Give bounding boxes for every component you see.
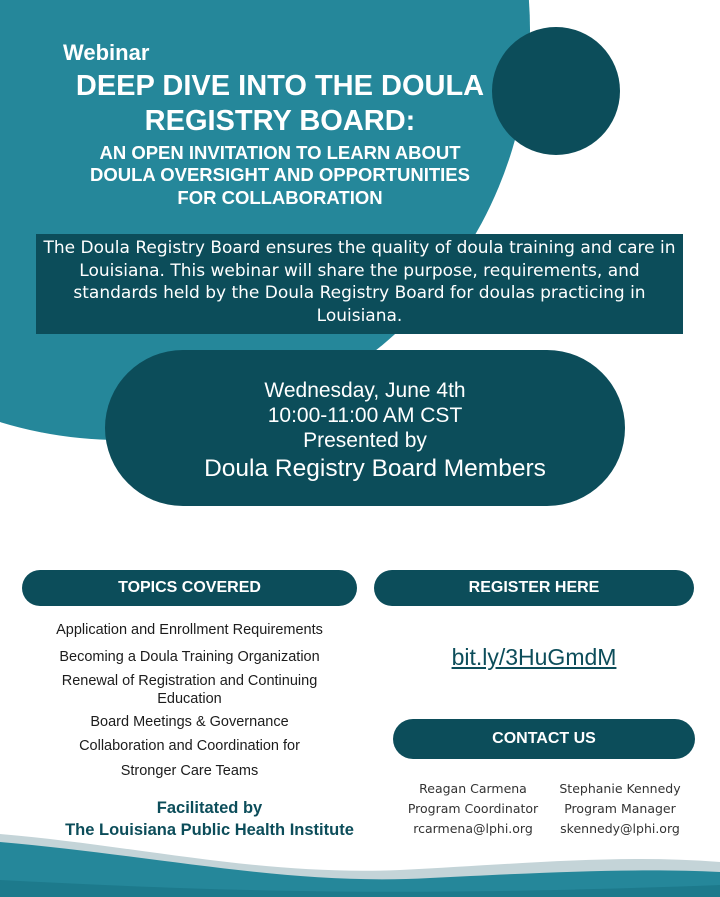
event-presented-by: Presented by (303, 429, 427, 452)
contact-role: Program Coordinator (407, 801, 539, 816)
subtitle-line-2: DOULA OVERSIGHT AND OPPORTUNITIES (90, 164, 470, 185)
facilitator-organization: The Louisiana Public Health Institute (65, 821, 354, 839)
contact-heading: CONTACT US (393, 719, 695, 759)
title-line-2: REGISTRY BOARD: (144, 105, 416, 137)
topic-item: Collaboration and Coordination for (79, 738, 300, 754)
contact-email[interactable]: skennedy@lphi.org (560, 821, 680, 836)
event-time: 10:00-11:00 AM CST (267, 404, 463, 427)
webinar-label: Webinar (63, 40, 150, 65)
register-link[interactable]: bit.ly/3HuGmdM (451, 644, 617, 670)
topic-item: Stronger Care Teams (120, 763, 259, 779)
topics-heading: TOPICS COVERED (22, 570, 357, 606)
register-heading: REGISTER HERE (374, 570, 694, 606)
topic-item: Becoming a Doula Training Organization (59, 649, 320, 665)
topic-item: Education (157, 691, 222, 707)
event-presenters: Doula Registry Board Members (204, 455, 546, 482)
topic-item: Renewal of Registration and Continuing (61, 673, 318, 689)
subtitle-line-1: AN OPEN INVITATION TO LEARN ABOUT (99, 142, 461, 163)
subtitle-line-3: FOR COLLABORATION (177, 187, 383, 208)
contact-name: Reagan Carmena (419, 781, 527, 796)
description-text: The Doula Registry Board ensures the quality of doula training and care in Louisiana. This webinar will share the purpose, requirements, and standards held by the Doula Registry Board for doulas practicing in Louisiana. (43, 238, 676, 326)
event-details-pill (105, 350, 625, 506)
contact-role: Program Manager (564, 801, 676, 816)
contact-email[interactable]: rcarmena@lphi.org (413, 821, 533, 836)
bottom-wave-decoration (0, 830, 720, 897)
facilitated-by-label: Facilitated by (156, 799, 263, 817)
event-date: Wednesday, June 4th (264, 379, 466, 402)
topic-item: Application and Enrollment Requirements (56, 622, 323, 638)
title-line-1: DEEP DIVE INTO THE DOULA (75, 70, 485, 102)
description-box (36, 234, 683, 334)
contact-name: Stephanie Kennedy (559, 781, 681, 796)
topic-item: Board Meetings & Governance (90, 714, 289, 730)
